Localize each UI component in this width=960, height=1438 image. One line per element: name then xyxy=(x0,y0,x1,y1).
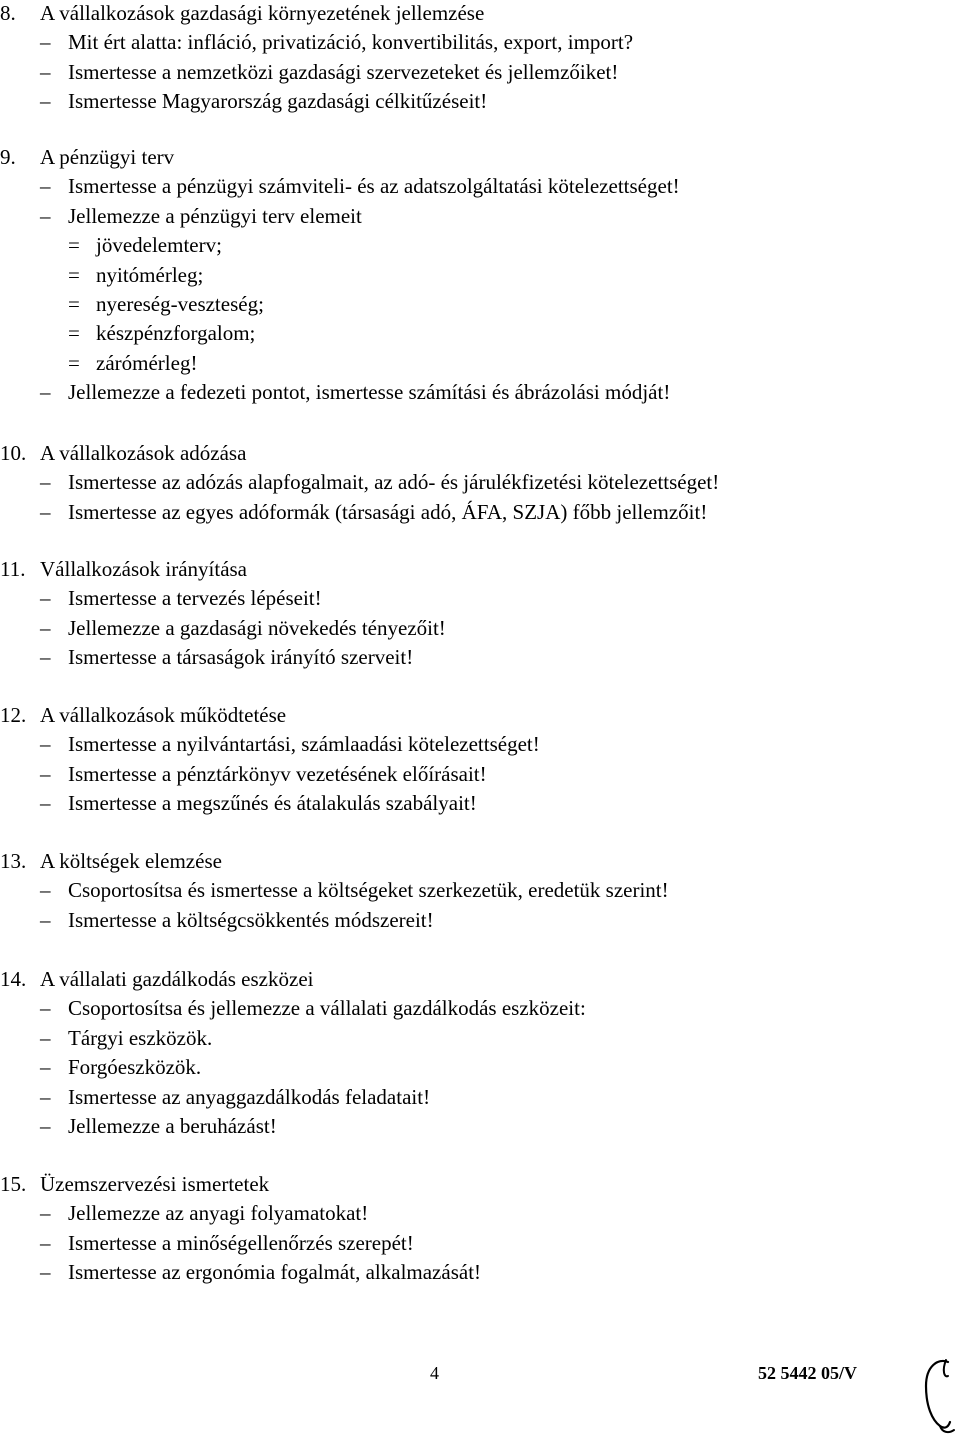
dash-bullet: – xyxy=(40,204,51,228)
list-item-text: Ismertesse az ergonómia fogalmát, alkalmazását! xyxy=(68,1260,482,1284)
section-number: 8. xyxy=(0,1,16,25)
equals-bullet: = xyxy=(68,321,80,345)
list-item-text: Ismertesse az adózás alapfogalmait, az adó- és járulékfizetési kötelezettséget! xyxy=(68,470,720,494)
list-item-text: Ismertesse a minőségellenőrzés szerepét! xyxy=(68,1231,414,1255)
list-item-text: Ismertesse az egyes adóformák (társasági adó, ÁFA, SZJA) főbb jellemzőit! xyxy=(68,500,708,524)
section-title: A vállalkozások működtetése xyxy=(40,703,287,727)
list-item-text: Ismertesse a tervezés lépéseit! xyxy=(68,586,322,610)
dash-bullet: – xyxy=(40,89,51,113)
dash-bullet: – xyxy=(40,380,51,404)
dash-bullet: – xyxy=(40,645,51,669)
list-item-text: Csoportosítsa és jellemezze a vállalati gazdálkodás eszközeit: xyxy=(68,996,586,1020)
equals-bullet: = xyxy=(68,263,80,287)
list-item-text: Tárgyi eszközök. xyxy=(68,1026,213,1050)
sub-item-text: nyereség-veszteség; xyxy=(96,292,264,316)
list-item-text: Ismertesse Magyarország gazdasági célkitűzéseit! xyxy=(68,89,488,113)
dash-bullet: – xyxy=(40,1114,51,1138)
dash-bullet: – xyxy=(40,616,51,640)
dash-bullet: – xyxy=(40,762,51,786)
list-item-text: Forgóeszközök. xyxy=(68,1055,202,1079)
dash-bullet: – xyxy=(40,174,51,198)
dash-bullet: – xyxy=(40,470,51,494)
dash-bullet: – xyxy=(40,586,51,610)
list-item-text: Ismertesse a pénztárkönyv vezetésének előírásait! xyxy=(68,762,487,786)
section-title: Vállalkozások irányítása xyxy=(40,557,248,581)
list-item-text: Ismertesse a költségcsökkentés módszereit! xyxy=(68,908,434,932)
dash-bullet: – xyxy=(40,1260,51,1284)
section-number: 10. xyxy=(0,441,27,465)
section-title: A vállalati gazdálkodás eszközei xyxy=(40,967,314,991)
equals-bullet: = xyxy=(68,233,80,257)
dash-bullet: – xyxy=(40,732,51,756)
sub-item-text: zárómérleg! xyxy=(96,351,198,375)
section-number: 11. xyxy=(0,557,26,581)
list-item-text: Jellemezze az anyagi folyamatokat! xyxy=(68,1201,369,1225)
list-item-text: Ismertesse az anyaggazdálkodás feladatait! xyxy=(68,1085,431,1109)
list-item-text: Ismertesse a megszűnés és átalakulás szabályait! xyxy=(68,791,477,815)
sub-item-text: jövedelemterv; xyxy=(96,233,222,257)
section-number: 14. xyxy=(0,967,27,991)
section-number: 9. xyxy=(0,145,16,169)
dash-bullet: – xyxy=(40,1085,51,1109)
dash-bullet: – xyxy=(40,1201,51,1225)
sub-item-text: nyitómérleg; xyxy=(96,263,204,287)
dash-bullet: – xyxy=(40,30,51,54)
list-item-text: Jellemezze a fedezeti pontot, ismertesse számítási és ábrázolási módját! xyxy=(68,380,671,404)
dash-bullet: – xyxy=(40,60,51,84)
list-item-text: Ismertesse a nemzetközi gazdasági szervezeteket és jellemzőiket! xyxy=(68,60,619,84)
dash-bullet: – xyxy=(40,500,51,524)
list-item-text: Ismertesse a társaságok irányító szerveit! xyxy=(68,645,414,669)
dash-bullet: – xyxy=(40,1055,51,1079)
section-number: 12. xyxy=(0,703,27,727)
dash-bullet: – xyxy=(40,878,51,902)
dash-bullet: – xyxy=(40,908,51,932)
equals-bullet: = xyxy=(68,351,80,375)
list-item-text: Jellemezze a gazdasági növekedés tényezőit! xyxy=(68,616,446,640)
section-title: A vállalkozások gazdasági környezetének jellemzése xyxy=(40,1,485,25)
list-item-text: Mit ért alatta: infláció, privatizáció, konvertibilitás, export, import? xyxy=(68,30,634,54)
sub-item-text: készpénzforgalom; xyxy=(96,321,256,345)
document-code: 52 5442 05/V xyxy=(758,1363,857,1383)
dash-bullet: – xyxy=(40,791,51,815)
list-item-text: Csoportosítsa és ismertesse a költségeket szerkezetük, eredetük szerint! xyxy=(68,878,669,902)
section-title: A vállalkozások adózása xyxy=(40,441,247,465)
dash-bullet: – xyxy=(40,996,51,1020)
section-title: A pénzügyi terv xyxy=(40,145,175,169)
section-number: 13. xyxy=(0,849,27,873)
page-number: 4 xyxy=(430,1363,439,1383)
section-title: Üzemszervezési ismertetek xyxy=(40,1172,270,1196)
dash-bullet: – xyxy=(40,1026,51,1050)
list-item-text: Ismertesse a pénzügyi számviteli- és az adatszolgáltatási kötelezettséget! xyxy=(68,174,680,198)
list-item-text: Ismertesse a nyilvántartási, számlaadási kötelezettséget! xyxy=(68,732,540,756)
handwritten-signature xyxy=(918,1356,958,1436)
list-item-text: Jellemezze a beruházást! xyxy=(68,1114,277,1138)
dash-bullet: – xyxy=(40,1231,51,1255)
list-item-text: Jellemezze a pénzügyi terv elemeit xyxy=(68,204,362,228)
section-title: A költségek elemzése xyxy=(40,849,222,873)
equals-bullet: = xyxy=(68,292,80,316)
section-number: 15. xyxy=(0,1172,27,1196)
